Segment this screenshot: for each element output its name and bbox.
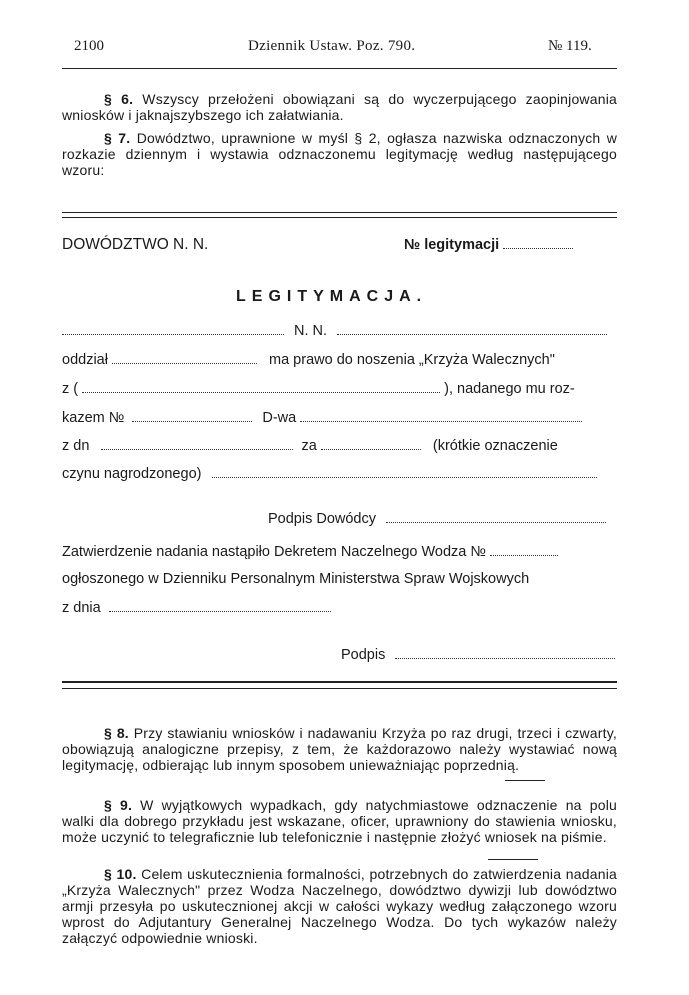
order-label: kazem № [62, 410, 125, 426]
form-top-rule-1 [62, 212, 617, 213]
nn-label: N. N. [294, 323, 328, 339]
command-label: DOWÓDZTWO N. N. [62, 236, 209, 253]
paragraph-mark: § 6. [104, 91, 134, 107]
date-field[interactable] [101, 437, 293, 450]
paragraph-text: Przy stawianiu wniosków i nadawaniu Krzyża po raz drugi, trzeci i czwarty, obowiązują analogiczne przepisy, z tem, że każdorazowo należy wystawiać nową legitymację, odbierając lub innym sposobem unieważniając poprzednią. [62, 725, 617, 773]
paragraph-mark: § 9. [104, 797, 133, 813]
signature-row [341, 646, 615, 663]
paragraph-text: Dowództwo, uprawnione w myśl § 2, ogłasza nazwiska odznaczonych w rozkazie dziennym i wystawia odznaczonemu legitymację według następującego wzoru: [62, 130, 618, 178]
commander-signature-row [268, 510, 606, 527]
form-top-rule-2 [62, 217, 617, 218]
approval-row-3 [62, 599, 331, 616]
right-to-wear-text: ma prawo do noszenia „Krzyża Walecznych" [269, 352, 555, 368]
paragraph-10 [62, 866, 617, 946]
commander-signature-label: Podpis Dowódcy [268, 511, 376, 527]
form-bottom-rule-2 [62, 688, 617, 689]
approval-date-field[interactable] [109, 599, 331, 612]
paragraph-mark: § 10. [104, 866, 137, 882]
approval-row-2: ogłoszonego w Dzienniku Personalnym Ministerstwa Spraw Wojskowych [62, 571, 530, 587]
page-header-title: Dziennik Ustaw. Poz. 790. [248, 38, 416, 54]
form-title: LEGITYMACJA. [236, 288, 428, 305]
short-rule-2 [488, 859, 538, 860]
for-field[interactable] [321, 437, 421, 450]
name-field-2[interactable] [337, 322, 607, 335]
name-field[interactable] [62, 322, 284, 335]
issue-number: № 119. [548, 38, 592, 54]
order-number-field[interactable] [132, 409, 252, 422]
command-abbrev-field[interactable] [300, 409, 582, 422]
paragraph-7 [62, 130, 617, 178]
short-description-text: (krótkie oznaczenie [432, 438, 558, 454]
paragraph-text: Wszyscy przełożeni obowiązani są do wyczerpującego zaopinjowania wniosków i jaknajszybszego ich załatwiania. [62, 91, 618, 123]
order-row [62, 409, 582, 426]
approval-row-1 [62, 543, 558, 560]
paragraph-text: W wyjątkowych wypadkach, gdy natychmiastowe odznaczenie na polu walki dla dobrego przykładu jest wskazane, oficer, uprawniony do stawienia wniosku, może uczynić to telegraficznie lub telefonicznie i następnie złożyć wniosek na piśmie. [62, 797, 617, 845]
unit-row [62, 351, 555, 368]
signature-field[interactable] [395, 646, 615, 659]
form-bottom-rule-1 [62, 681, 617, 683]
z-field[interactable] [82, 380, 440, 393]
approval-text-1: Zatwierdzenie nadania nastąpiło Dekretem Naczelnego Wodza № [62, 544, 486, 560]
date-label: z dn [62, 438, 90, 454]
date-row [62, 437, 558, 454]
deed-field[interactable] [212, 465, 597, 478]
approval-date-label: z dnia [62, 600, 101, 616]
paragraph-6 [62, 91, 617, 123]
paragraph-text: Celem uskutecznienia formalności, potrzebnych do zatwierdzenia nadania „Krzyża Walecznych" przez Wodza Naczelnego, dowództwo dywizji lub dowództwo armji przesyła po uskutecznionej akcji w całości wykazy według załączonego wzoru wprost do Adjutantury Generalnej Naczelnego Wodza. Do tych wykazów należy załączyć odpowiednie wnioski. [62, 866, 617, 946]
header-rule [62, 68, 617, 69]
nn-row [62, 322, 607, 339]
deed-row [62, 465, 597, 482]
awarded-text: ), nadanego mu roz- [444, 381, 575, 397]
unit-field[interactable] [112, 351, 257, 364]
z-row [62, 380, 575, 397]
paragraph-mark: § 7. [104, 130, 131, 146]
paragraph-8 [62, 725, 617, 773]
short-rule-1 [505, 780, 545, 781]
paragraph-mark: § 8. [104, 725, 129, 741]
z-label: z ( [62, 381, 79, 397]
signature-label: Podpis [341, 647, 386, 663]
deed-label: czynu nagrodzonego) [62, 466, 202, 482]
page-number: 2100 [74, 38, 104, 54]
commander-signature-field[interactable] [386, 510, 606, 523]
for-label: za [301, 438, 317, 454]
paragraph-9 [62, 797, 617, 845]
legitimation-number-field[interactable] [503, 236, 573, 249]
legitimation-number-label [404, 236, 573, 253]
command-abbrev-label: D-wa [262, 410, 297, 426]
unit-label: oddział [62, 352, 108, 368]
legitimation-number-text: № legitymacji [404, 237, 500, 253]
decree-number-field[interactable] [490, 543, 558, 556]
